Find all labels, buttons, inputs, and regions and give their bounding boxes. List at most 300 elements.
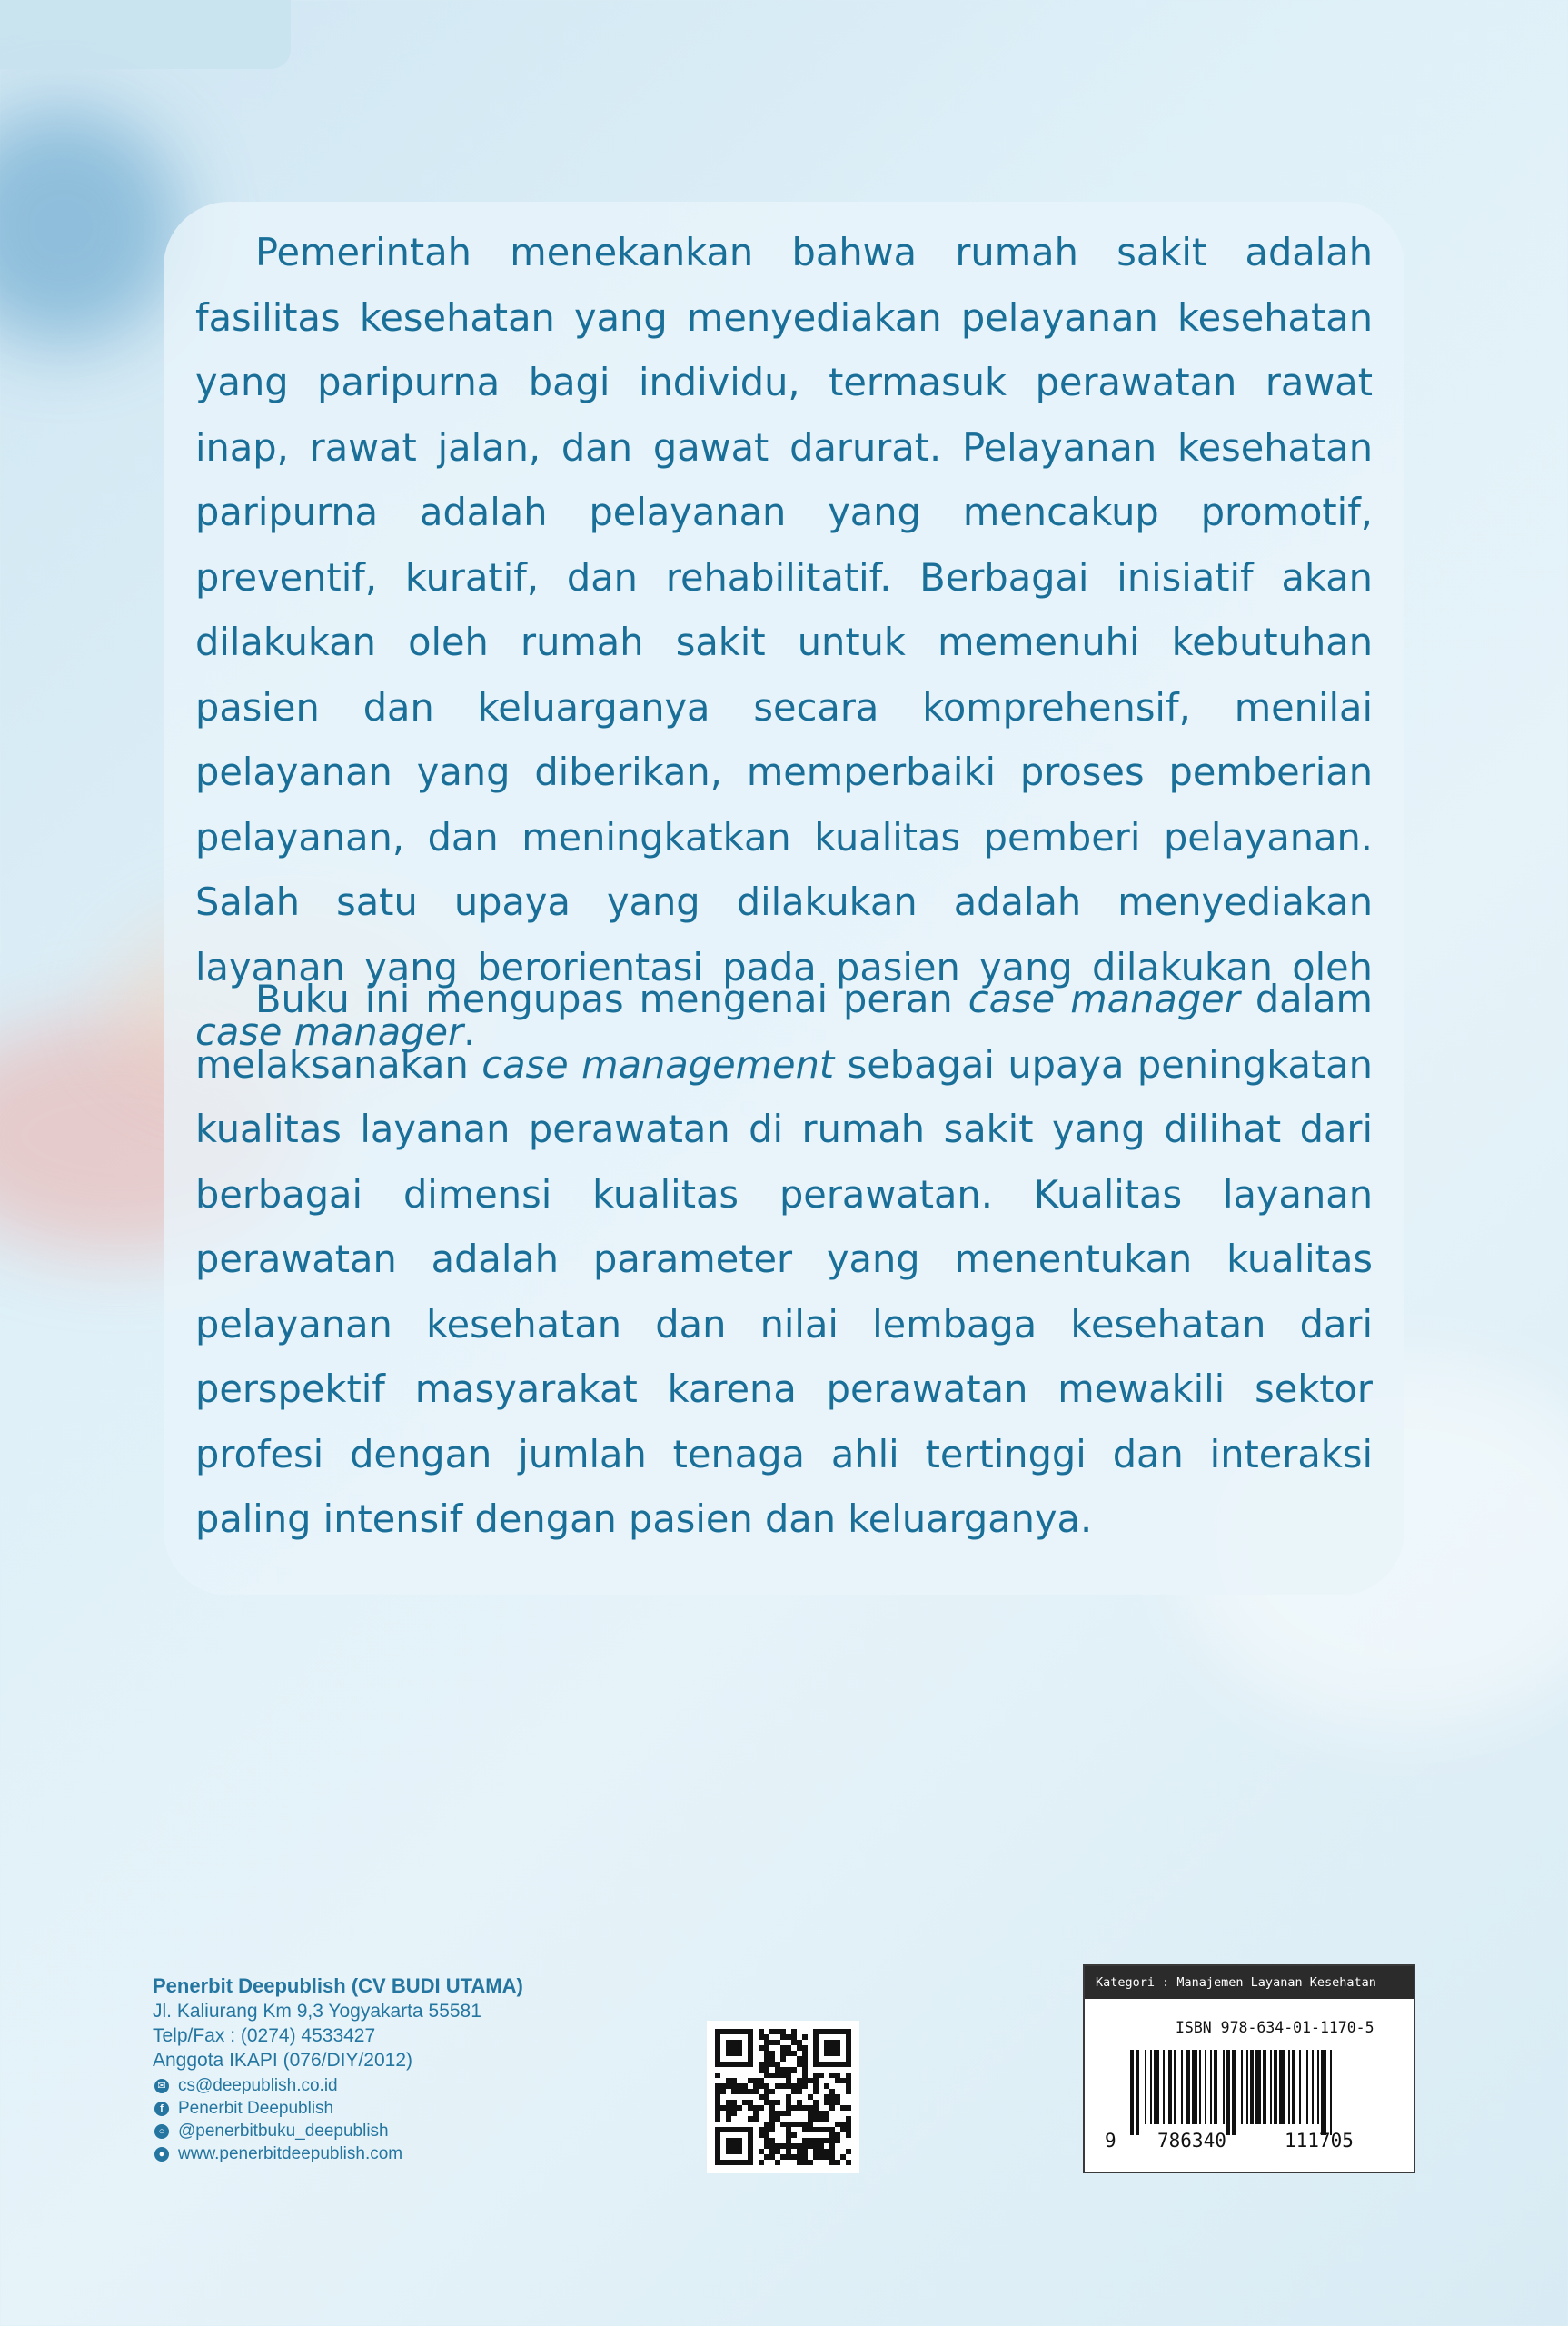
qr-module [819, 2138, 824, 2143]
qr-module [786, 2034, 791, 2040]
qr-module [731, 2089, 737, 2094]
qr-module [786, 2051, 791, 2056]
qr-module [791, 2089, 797, 2094]
qr-module [769, 2051, 775, 2056]
qr-module [726, 2100, 731, 2105]
globe-icon: ● [154, 2147, 169, 2162]
qr-module [840, 2127, 846, 2132]
qr-module [759, 2034, 764, 2040]
qr-module [748, 2062, 753, 2067]
qr-module [759, 2094, 764, 2100]
barcode-bar [1299, 2050, 1301, 2124]
contact-website-text: www.penerbitdeepublish.com [178, 2144, 403, 2163]
qr-module [769, 2127, 775, 2132]
qr-module [802, 2122, 808, 2127]
qr-module [726, 2111, 731, 2116]
qr-module [802, 2062, 808, 2067]
qr-module [737, 2062, 742, 2067]
qr-module [786, 2094, 791, 2100]
qr-module [824, 2062, 829, 2067]
qr-module [769, 2116, 775, 2122]
qr-module [824, 2094, 829, 2100]
barcode-bar [1174, 2050, 1176, 2124]
qr-module [780, 2056, 786, 2062]
qr-module [808, 2143, 813, 2149]
qr-module [731, 2149, 737, 2154]
qr-module [780, 2154, 786, 2160]
qr-module [813, 2111, 819, 2116]
qr-module [737, 2089, 742, 2094]
qr-module [720, 2089, 726, 2094]
qr-module [715, 2056, 720, 2062]
contact-website[interactable] [153, 2142, 523, 2165]
barcode-bar [1199, 2050, 1201, 2124]
contact-facebook-text: Penerbit Deepublish [178, 2099, 334, 2118]
qr-module [780, 2029, 786, 2034]
paragraph-2-italic-term-1: case manager [968, 977, 1240, 1021]
qr-module [780, 2122, 786, 2127]
publisher-name: Penerbit Deepublish (CV BUDI UTAMA) [153, 1974, 523, 1997]
qr-module [742, 2083, 748, 2089]
qr-module [824, 2149, 829, 2154]
qr-module [720, 2062, 726, 2067]
contact-email-text: cs@deepublish.co.id [178, 2076, 338, 2095]
qr-module [824, 2029, 829, 2034]
qr-module [813, 2045, 819, 2051]
qr-module [731, 2045, 737, 2051]
qr-module [829, 2143, 835, 2149]
qr-module [759, 2078, 764, 2083]
qr-module [835, 2029, 840, 2034]
qr-module [791, 2154, 797, 2160]
qr-module [786, 2083, 791, 2089]
barcode-bar [1246, 2050, 1248, 2124]
qr-module [742, 2062, 748, 2067]
qr-module [764, 2062, 769, 2067]
qr-module [819, 2111, 824, 2116]
qr-module [819, 2154, 824, 2160]
qr-module [802, 2105, 808, 2111]
qr-module [780, 2045, 786, 2051]
qr-module [726, 2143, 731, 2149]
qr-module [797, 2089, 802, 2094]
qr-module [775, 2111, 780, 2116]
paragraph-1-end: . [463, 1009, 476, 1054]
qr-module [802, 2160, 808, 2165]
qr-module [846, 2040, 851, 2045]
qr-module [786, 2045, 791, 2051]
qr-module [726, 2029, 731, 2034]
barcode-bar [1255, 2050, 1261, 2124]
qr-module [824, 2083, 829, 2089]
qr-module [748, 2056, 753, 2062]
qr-module [802, 2034, 808, 2040]
qr-module [819, 2029, 824, 2034]
qr-module [791, 2067, 797, 2073]
qr-module [819, 2127, 824, 2132]
qr-module [780, 2051, 786, 2056]
qr-module [829, 2073, 835, 2078]
publisher-block [153, 1973, 523, 2165]
qr-module [819, 2116, 824, 2122]
qr-module [786, 2149, 791, 2154]
qr-module [753, 2083, 759, 2089]
qr-module [840, 2122, 846, 2127]
qr-module [840, 2154, 846, 2160]
qr-module [726, 2045, 731, 2051]
qr-code [707, 2021, 859, 2173]
qr-module [764, 2045, 769, 2051]
qr-module [829, 2029, 835, 2034]
qr-module [813, 2127, 819, 2132]
qr-module [835, 2100, 840, 2105]
qr-module [813, 2143, 819, 2149]
instagram-icon: ○ [154, 2124, 169, 2139]
qr-module [731, 2111, 737, 2116]
qr-module [753, 2089, 759, 2094]
qr-module [759, 2105, 764, 2111]
qr-module [748, 2051, 753, 2056]
qr-module [829, 2127, 835, 2132]
qr-module [769, 2149, 775, 2154]
qr-module [835, 2045, 840, 2051]
qr-module [748, 2143, 753, 2149]
qr-module [829, 2138, 835, 2143]
qr-module [846, 2062, 851, 2067]
qr-module [715, 2149, 720, 2154]
qr-module [775, 2143, 780, 2149]
barcode-bar [1263, 2050, 1266, 2124]
qr-module [726, 2040, 731, 2045]
qr-module [786, 2154, 791, 2160]
contact-list [153, 2074, 523, 2165]
qr-module [813, 2138, 819, 2143]
qr-module [759, 2132, 764, 2138]
qr-module [829, 2160, 835, 2165]
qr-module [846, 2034, 851, 2040]
qr-module [737, 2040, 742, 2045]
qr-module [737, 2029, 742, 2034]
qr-module [715, 2040, 720, 2045]
qr-module [715, 2100, 720, 2105]
qr-module [726, 2062, 731, 2067]
barcode-bar [1232, 2050, 1236, 2135]
qr-module [824, 2138, 829, 2143]
barcode-bar [1223, 2050, 1225, 2124]
qr-module [742, 2160, 748, 2165]
qr-module [813, 2105, 819, 2111]
qr-module [829, 2132, 835, 2138]
barcode-bar [1306, 2050, 1308, 2124]
qr-module [797, 2160, 802, 2165]
qr-module [819, 2073, 824, 2078]
qr-module [748, 2138, 753, 2143]
qr-module [759, 2067, 764, 2073]
qr-module [764, 2094, 769, 2100]
qr-module [797, 2143, 802, 2149]
qr-module [835, 2062, 840, 2067]
qr-module [715, 2160, 720, 2165]
qr-module [813, 2051, 819, 2056]
qr-module [802, 2154, 808, 2160]
qr-module [813, 2100, 819, 2105]
qr-module [715, 2154, 720, 2160]
qr-module [802, 2067, 808, 2073]
qr-module [824, 2154, 829, 2160]
qr-module [737, 2127, 742, 2132]
qr-module [835, 2160, 840, 2165]
barcode-bar [1312, 2050, 1314, 2124]
publisher-address: Jl. Kaliurang Km 9,3 Yogyakarta 55581 [153, 2001, 481, 2022]
qr-module [840, 2078, 846, 2083]
qr-module [764, 2056, 769, 2062]
qr-module [759, 2029, 764, 2034]
qr-module [731, 2040, 737, 2045]
qr-module [737, 2051, 742, 2056]
qr-module [775, 2100, 780, 2105]
qr-module [813, 2056, 819, 2062]
qr-module [791, 2105, 797, 2111]
qr-module [731, 2160, 737, 2165]
qr-module [780, 2067, 786, 2073]
qr-module [715, 2029, 720, 2034]
qr-module [835, 2122, 840, 2127]
qr-module [829, 2100, 835, 2105]
qr-module [737, 2045, 742, 2051]
qr-module [748, 2154, 753, 2160]
qr-module [786, 2132, 791, 2138]
qr-module [829, 2051, 835, 2056]
qr-module [813, 2154, 819, 2160]
qr-module [764, 2138, 769, 2143]
qr-module [802, 2138, 808, 2143]
barcode-bar [1330, 2050, 1332, 2135]
qr-module [753, 2078, 759, 2083]
qr-module [769, 2143, 775, 2149]
paragraph-2-t1: Buku ini mengupas mengenai peran [255, 977, 953, 1021]
qr-module [846, 2149, 851, 2154]
qr-module [780, 2073, 786, 2078]
qr-module [769, 2154, 775, 2160]
qr-module [786, 2105, 791, 2111]
barcode-bar [1150, 2050, 1152, 2124]
qr-module [731, 2138, 737, 2143]
qr-module [824, 2045, 829, 2051]
qr-module [786, 2143, 791, 2149]
qr-module [846, 2051, 851, 2056]
qr-module [813, 2078, 819, 2083]
barcode-digit-first: 9 [1105, 2130, 1116, 2152]
qr-module [829, 2040, 835, 2045]
qr-module [835, 2073, 840, 2078]
qr-module [715, 2062, 720, 2067]
qr-module [808, 2127, 813, 2132]
qr-module [715, 2034, 720, 2040]
qr-module [775, 2029, 780, 2034]
qr-module [846, 2132, 851, 2138]
publisher-phone: Telp/Fax : (0274) 4533427 [153, 2025, 376, 2046]
qr-module [802, 2056, 808, 2062]
qr-module [791, 2034, 797, 2040]
qr-module [726, 2078, 731, 2083]
qr-module [748, 2040, 753, 2045]
barcode-bar [1317, 2050, 1319, 2124]
qr-module [808, 2078, 813, 2083]
qr-module [786, 2067, 791, 2073]
qr-module [786, 2078, 791, 2083]
qr-module [748, 2034, 753, 2040]
qr-module [731, 2029, 737, 2034]
barcode-bar [1241, 2050, 1243, 2124]
qr-module [742, 2127, 748, 2132]
qr-module [769, 2073, 775, 2078]
paragraph-2-t3: sebagai upaya peningkatan kualitas layanan perawatan di rumah sakit yang dilihat dari berbagai dimensi kualitas perawatan. Kualitas layanan perawatan adalah parameter yang menentukan kualitas pelayanan kesehatan dan nilai lembaga kesehatan dari perspektif masyarakat karena perawatan mewakili sektor profesi dengan jumlah tenaga ahli tertinggi dan interaksi paling intensif dengan pasien dan keluarganya. [195, 1041, 1373, 1541]
qr-module [726, 2149, 731, 2154]
barcode-bar [1292, 2050, 1295, 2124]
barcode-bar [1130, 2050, 1134, 2135]
qr-module [731, 2078, 737, 2083]
qr-module [715, 2138, 720, 2143]
qr-module [819, 2149, 824, 2154]
qr-module [764, 2122, 769, 2127]
qr-module [791, 2051, 797, 2056]
qr-module [759, 2083, 764, 2089]
qr-module [786, 2122, 791, 2127]
qr-module [764, 2100, 769, 2105]
qr-module [748, 2149, 753, 2154]
qr-module [759, 2149, 764, 2154]
paragraph-2-t2: dalam melaksanakan [195, 977, 1373, 1087]
barcode-digits-right: 111705 [1285, 2130, 1354, 2152]
qr-module [726, 2083, 731, 2089]
barcode-bar [1226, 2050, 1230, 2135]
paragraph-1 [195, 220, 1373, 1065]
email-icon: ✉ [154, 2079, 169, 2093]
qr-module [835, 2138, 840, 2143]
qr-module [737, 2149, 742, 2154]
qr-module [813, 2073, 819, 2078]
qr-module [813, 2116, 819, 2122]
qr-module [764, 2040, 769, 2045]
contact-facebook[interactable] [153, 2097, 523, 2120]
isbn-label: ISBN 978-634-01-1170-5 [1176, 2019, 1374, 2036]
qr-module [759, 2062, 764, 2067]
qr-module [737, 2138, 742, 2143]
contact-instagram[interactable] [153, 2120, 523, 2142]
contact-email[interactable] [153, 2074, 523, 2097]
qr-module [846, 2127, 851, 2132]
qr-module [748, 2078, 753, 2083]
qr-module [802, 2083, 808, 2089]
qr-module [808, 2122, 813, 2127]
qr-module [813, 2089, 819, 2094]
qr-module [846, 2029, 851, 2034]
qr-module [791, 2040, 797, 2045]
qr-module [808, 2094, 813, 2100]
barcode-bar [1270, 2050, 1272, 2124]
qr-code-icon [707, 2021, 859, 2173]
qr-module [835, 2078, 840, 2083]
qr-module [846, 2073, 851, 2078]
qr-module [797, 2040, 802, 2045]
paragraph-1-text: Pemerintah menekankan bahwa rumah sakit adalah fasilitas kesehatan yang menyediakan pelayanan kesehatan yang paripurna bagi individu, termasuk perawatan rawat inap, rawat jalan, dan gawat darurat. Pelayanan kesehatan paripurna adalah pelayanan yang mencakup promotif, preventif, kuratif, dan rehabilitatif. Berbagai inisiatif akan dilakukan oleh rumah sakit untuk memenuhi kebutuhan pasien dan keluarganya secara komprehensif, menilai pelayanan yang diberikan, memperbaiki proses pemberian pelayanan, dan meningkatkan kualitas pemberi pelayanan. Salah satu upaya yang dilakukan adalah menyediakan layanan yang berorientasi pada pasien yang dilakukan oleh [195, 230, 1373, 989]
qr-module [813, 2083, 819, 2089]
qr-module [769, 2138, 775, 2143]
qr-module [731, 2100, 737, 2105]
qr-module [797, 2056, 802, 2062]
qr-module [791, 2029, 797, 2034]
qr-module [840, 2029, 846, 2034]
qr-module [846, 2056, 851, 2062]
qr-module [846, 2089, 851, 2094]
qr-module [726, 2127, 731, 2132]
paragraph-2 [195, 967, 1373, 1552]
qr-module [824, 2127, 829, 2132]
barcode-bar [1288, 2050, 1290, 2124]
qr-module [764, 2067, 769, 2073]
qr-module [813, 2040, 819, 2045]
barcode-bar [1181, 2050, 1183, 2124]
qr-module [846, 2160, 851, 2165]
qr-module [797, 2149, 802, 2154]
qr-module [775, 2149, 780, 2154]
qr-module [715, 2127, 720, 2132]
qr-module [775, 2067, 780, 2073]
qr-module [742, 2089, 748, 2094]
qr-module [764, 2034, 769, 2040]
qr-module [764, 2051, 769, 2056]
qr-module [715, 2051, 720, 2056]
qr-module [840, 2105, 846, 2111]
qr-module [715, 2116, 720, 2122]
barcode-bar [1214, 2050, 1217, 2124]
qr-module [846, 2116, 851, 2122]
qr-module [715, 2083, 720, 2089]
qr-module [824, 2100, 829, 2105]
paragraph-2-italic-term-2: case management [481, 1041, 835, 1087]
qr-module [731, 2143, 737, 2149]
qr-module [813, 2062, 819, 2067]
qr-module [829, 2062, 835, 2067]
qr-module [835, 2051, 840, 2056]
qr-module [720, 2029, 726, 2034]
qr-module [720, 2105, 726, 2111]
barcode-bar [1274, 2050, 1277, 2124]
qr-module [769, 2111, 775, 2116]
barcode-bar [1192, 2050, 1197, 2124]
qr-module [715, 2132, 720, 2138]
qr-module [731, 2062, 737, 2067]
qr-module [786, 2138, 791, 2143]
qr-module [813, 2034, 819, 2040]
qr-module [748, 2127, 753, 2132]
qr-module [737, 2160, 742, 2165]
qr-module [780, 2111, 786, 2116]
qr-module [775, 2083, 780, 2089]
qr-module [769, 2100, 775, 2105]
qr-module [769, 2056, 775, 2062]
qr-module [808, 2105, 813, 2111]
qr-module [726, 2116, 731, 2122]
paragraph-1-italic-term: case manager [195, 1009, 464, 1054]
qr-module [829, 2045, 835, 2051]
qr-module [802, 2149, 808, 2154]
qr-module [791, 2132, 797, 2138]
barcode-bar [1136, 2050, 1139, 2135]
qr-module [802, 2143, 808, 2149]
qr-module [829, 2154, 835, 2160]
barcode-box [1083, 1964, 1415, 2173]
